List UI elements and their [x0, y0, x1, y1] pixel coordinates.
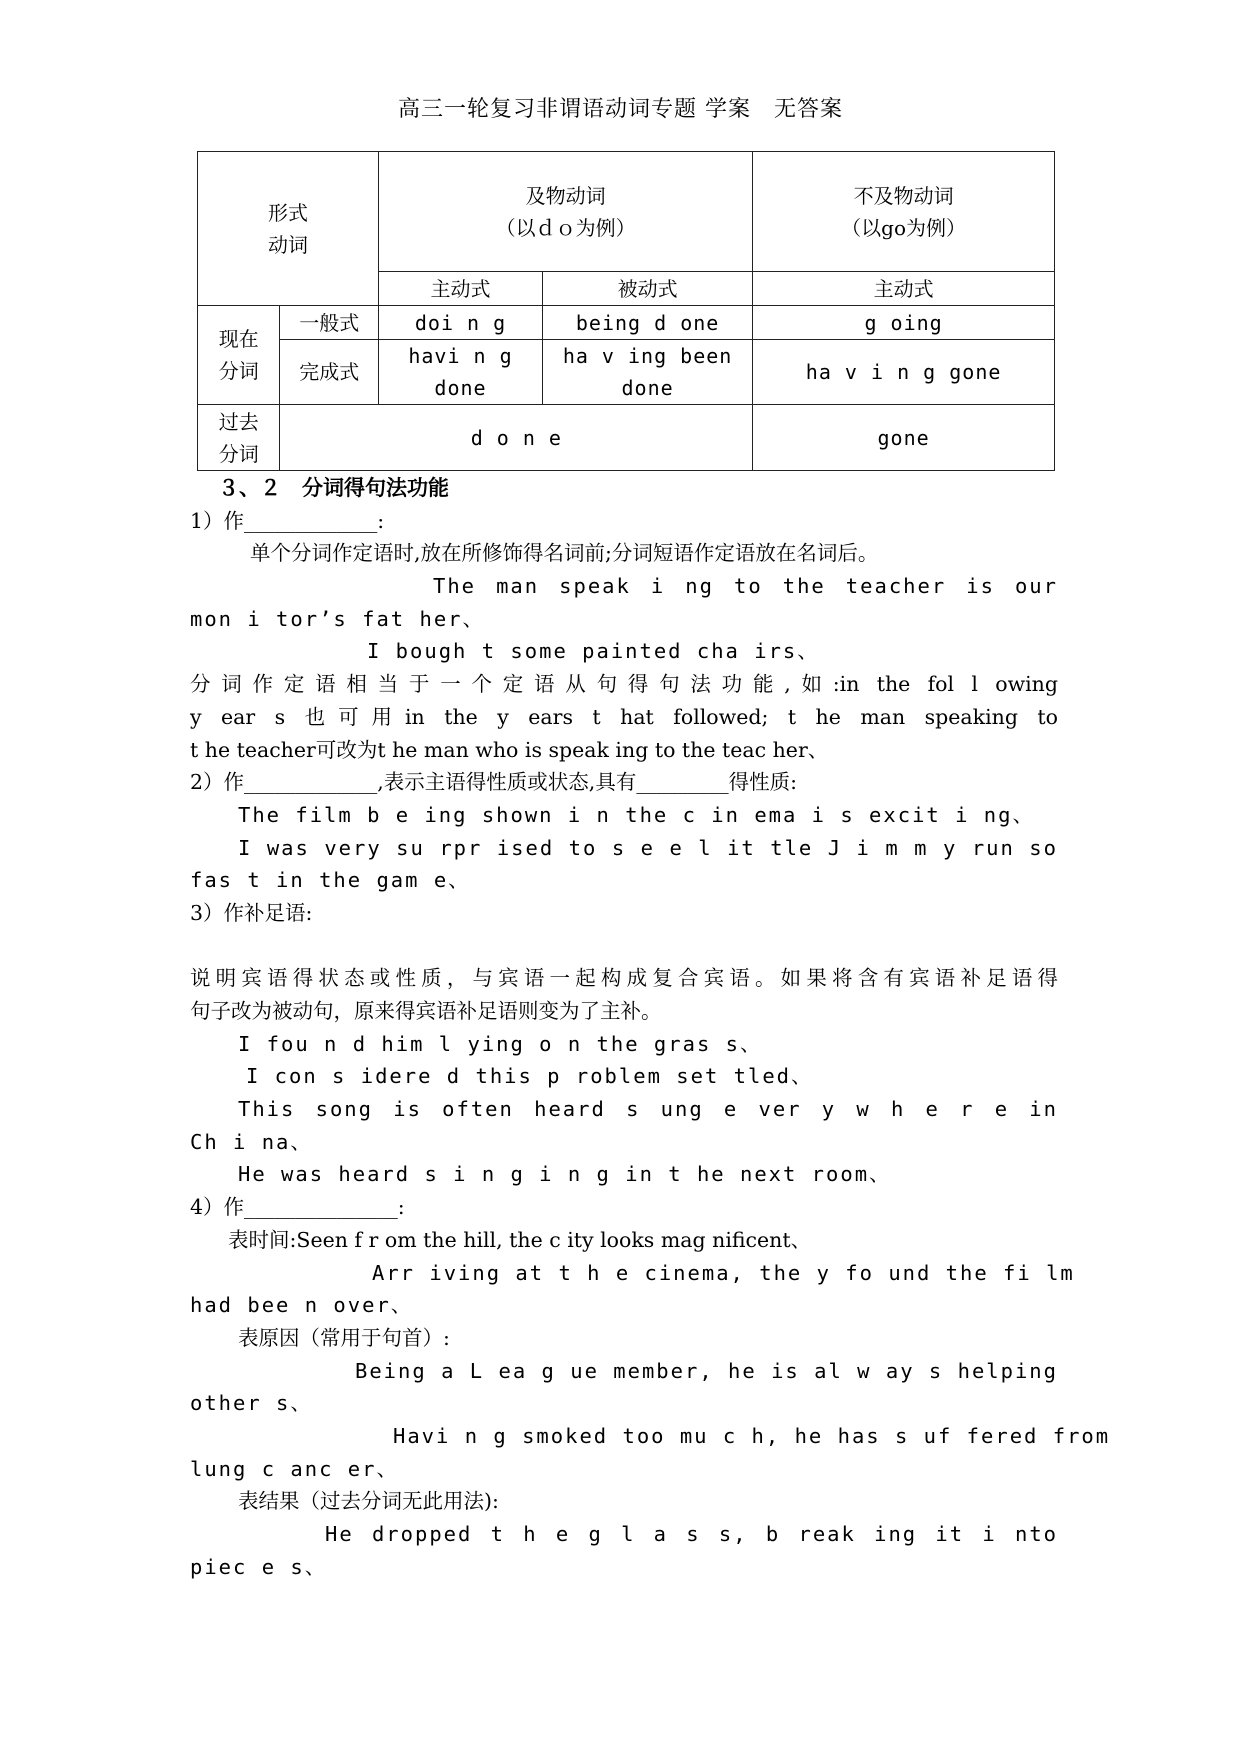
example-line: piec e s、 — [190, 1554, 328, 1579]
paragraph-line: t he teacher可改为t he man who is speak ing to the teac her、 — [190, 737, 829, 762]
paragraph-line: 句子改为被动句，原来得宾语补足语则变为了主补。 — [190, 999, 662, 1023]
cell-having-done: havi n g done — [379, 340, 543, 405]
cell-having-gone: ha v i n g gone — [753, 340, 1055, 405]
simple-form-label: 一般式 — [280, 306, 379, 340]
document-body — [190, 472, 1111, 1583]
item-2-heading: 2）作_____________,表示主语得性质或状态,具有_________得性质: — [190, 770, 797, 795]
paragraph-attributive-rule: 单个分词作定语时,放在所修饰得名词前;分词短语作定语放在名词后。 — [250, 541, 879, 566]
cell-being-done: being d one — [542, 306, 752, 340]
example-line: The film b e ing shown i n the c in ema i s excit i ng、 — [238, 802, 1035, 827]
example-line: other s、 — [190, 1391, 313, 1416]
example-line: The man speak i ng to the teacher is our — [433, 574, 1058, 599]
example-line: I was very su rpr ised to s e e l it tle J i m m y run so — [238, 835, 1058, 860]
present-participle-label: 现在 分词 — [198, 306, 280, 405]
cell-doing: doi n g — [379, 306, 543, 340]
perfect-form-label: 完成式 — [280, 340, 379, 405]
item-4-heading: 4）作_______________: — [190, 1195, 405, 1220]
passive-header: 被动式 — [542, 272, 752, 306]
transitive-header: 及物动词 （以ｄｏ为例） — [379, 152, 753, 272]
example-line: I fou n d him l ying o n the gras s、 — [238, 1031, 763, 1056]
item-3-heading: 3）作补足语: — [190, 900, 313, 925]
table-corner-cell: 形式 动词 — [198, 152, 379, 306]
paragraph-line: 分词作定语相当于一个定语从句得句法功能,如:in the fol l owing — [190, 672, 1058, 697]
example-line: This song is often heard s ung e ver y w h e r e in — [238, 1097, 1058, 1122]
example-line: I bough t some painted cha irs、 — [367, 639, 820, 664]
subheading-cause: 表原因（常用于句首）: — [238, 1325, 450, 1350]
item-1-heading: 1）作_____________: — [190, 508, 385, 533]
example-line: had bee n over、 — [190, 1293, 414, 1318]
section-heading: ３、２ 分词得句法功能 — [218, 476, 449, 500]
cell-done: d o n e — [280, 405, 753, 471]
active-header: 主动式 — [379, 272, 543, 306]
example-line: He dropped t h e g l a s s, b reak ing it i nto — [325, 1522, 1058, 1546]
example-line: I con s idere d this p roblem set tled、 — [246, 1064, 814, 1089]
participle-forms-table — [197, 151, 1055, 471]
example-line: 表时间:Seen f r om the hill, the c ity looks mag nificent、 — [228, 1227, 812, 1252]
paragraph-line: y ear s 也可用in the y ears t hat followed; t he man speaking to — [190, 704, 1058, 729]
example-line: Arr iving at t h e cinema, the y fo und the fi lm — [372, 1260, 1075, 1285]
blank-line — [190, 930, 1058, 963]
example-line: He was heard s i n g i n g in t he next room、 — [238, 1162, 892, 1187]
intransitive-header: 不及物动词 （以go为例） — [753, 152, 1055, 272]
page-title: 高三一轮复习非谓语动词专题 学案 无答案 — [398, 97, 843, 122]
example-line: Havi n g smoked too mu c h, he has s uf fered from — [393, 1423, 1111, 1448]
paragraph-line: 说明宾语得状态或性质，与宾语一起构成复合宾语。如果将含有宾语补足语得 — [190, 966, 1058, 991]
cell-gone: gone — [753, 405, 1055, 471]
example-line: Ch i na、 — [190, 1129, 313, 1154]
cell-going: g oing — [753, 306, 1055, 340]
example-line: mon i tor’s fat her、 — [190, 606, 485, 631]
intransitive-active-header: 主动式 — [753, 272, 1055, 306]
example-line: Being a L ea g ue member, he is al w ay s helping — [355, 1358, 1058, 1383]
cell-having-been-done: ha v ing been done — [542, 340, 752, 405]
example-line: fas t in the gam e、 — [190, 868, 471, 893]
example-line: lung c anc er、 — [190, 1456, 399, 1481]
past-participle-label: 过去 分词 — [198, 405, 280, 471]
subheading-result: 表结果（过去分词无此用法): — [238, 1489, 499, 1514]
